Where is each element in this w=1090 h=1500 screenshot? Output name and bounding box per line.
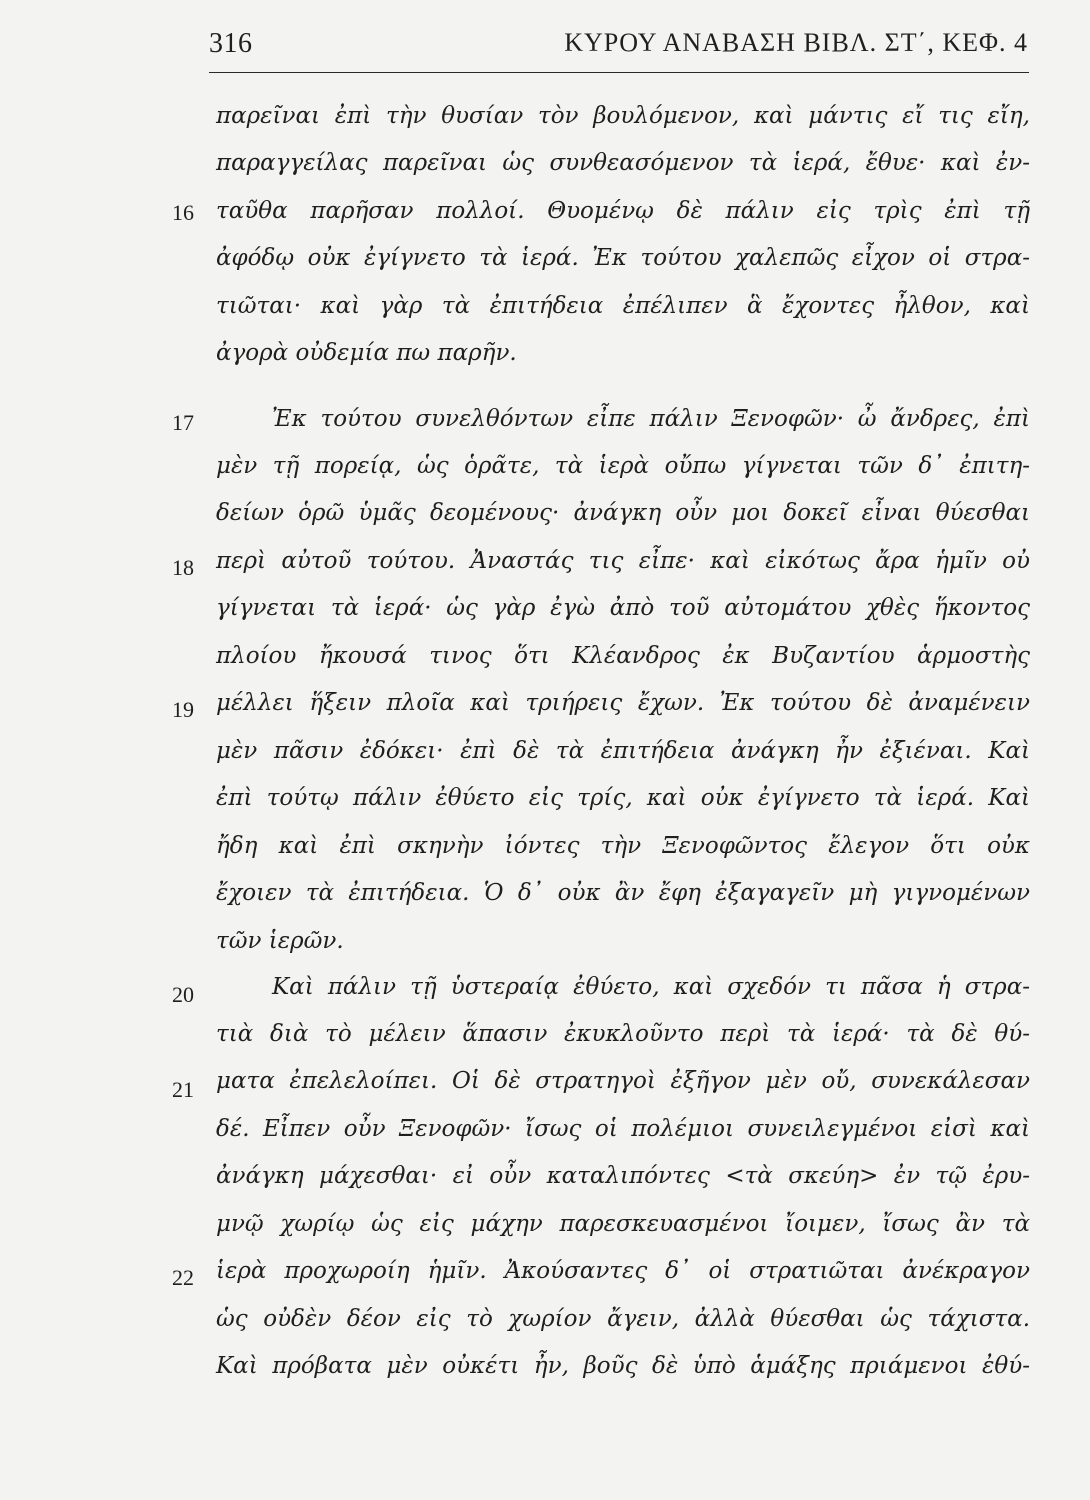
section-number: 16: [172, 200, 194, 225]
page-number: 316: [209, 28, 253, 59]
section-number: 22: [172, 1265, 194, 1290]
header-rule: [209, 72, 1029, 73]
text-line: περὶ αὐτοῦ τούτου. Ἀναστάς τις εἶπε· καὶ εἰκότως ἄρα ἡμῖν οὐ: [216, 548, 1030, 574]
text-line: παραγγείλας παρεῖναι ὡς συνθεασόμενον τὰ ἱερά, ἔθυε· καὶ ἐν-: [216, 150, 1030, 176]
text-line: ἀφόδῳ οὐκ ἐγίγνετο τὰ ἱερά. Ἐκ τούτου χαλεπῶς εἶχον οἱ στρα-: [216, 245, 1030, 271]
text-line: μνῷ χωρίῳ ὡς εἰς μάχην παρεσκευασμένοι ἴοιμεν, ἴσως ἂν τὰ: [216, 1211, 1030, 1237]
text-line: ἀνάγκη μάχεσθαι· εἰ οὖν καταλιπόντες <τὰ σκεύη> ἐν τῷ ἐρυ-: [216, 1163, 1030, 1189]
section-number: 20: [172, 982, 194, 1007]
text-line: ματα ἐπελελοίπει. Οἱ δὲ στρατηγοὶ ἐξῆγον μὲν οὔ, συνεκάλεσαν: [216, 1068, 1030, 1094]
text-line: ἔχοιεν τὰ ἐπιτήδεια. Ὁ δ᾽ οὐκ ἂν ἔφη ἐξαγαγεῖν μὴ γιγνομένων: [216, 880, 1030, 906]
text-line: ὡς οὐδὲν δέον εἰς τὸ χωρίον ἄγειν, ἀλλὰ θύεσθαι ὡς τάχιστα.: [216, 1306, 1030, 1332]
text-line: Καὶ πάλιν τῇ ὑστεραίᾳ ἐθύετο, καὶ σχεδόν τι πᾶσα ἡ στρα-: [272, 974, 1030, 1000]
text-line: Καὶ πρόβατα μὲν οὐκέτι ἦν, βοῦς δὲ ὑπὸ ἁμάξης πριάμενοι ἐθύ-: [216, 1353, 1030, 1379]
text-line: ἱερὰ προχωροίη ἡμῖν. Ἀκούσαντες δ᾽ οἱ στρατιῶται ἀνέκραγον: [216, 1258, 1030, 1284]
text-line: τιῶται· καὶ γὰρ τὰ ἐπιτήδεια ἐπέλιπεν ἃ ἔχοντες ἦλθον, καὶ: [216, 293, 1030, 319]
text-line: ἐπὶ τούτῳ πάλιν ἐθύετο εἰς τρίς, καὶ οὐκ ἐγίγνετο τὰ ἱερά. Καὶ: [216, 785, 1030, 811]
text-line: μὲν τῇ πορείᾳ, ὡς ὁρᾶτε, τὰ ἱερὰ οὔπω γίγνεται τῶν δ᾽ ἐπιτη-: [216, 453, 1030, 479]
text-line: τῶν ἱερῶν.: [216, 928, 344, 954]
text-line: δέ. Εἶπεν οὖν Ξενοφῶν· ἴσως οἱ πολέμιοι συνειλεγμένοι εἰσὶ καὶ: [216, 1116, 1030, 1142]
text-line: ἀγορὰ οὐδεμία πω παρῆν.: [216, 340, 517, 366]
text-line: γίγνεται τὰ ἱερά· ὡς γὰρ ἐγὼ ἀπὸ τοῦ αὐτομάτου χθὲς ἥκοντος: [216, 595, 1030, 621]
text-line: ταῦθα παρῆσαν πολλοί. Θυομένῳ δὲ πάλιν εἰς τρὶς ἐπὶ τῇ: [216, 198, 1030, 224]
text-line: δείων ὁρῶ ὑμᾶς δεομένους· ἀνάγκη οὖν μοι δοκεῖ εἶναι θύεσθαι: [216, 500, 1030, 526]
section-number: 17: [172, 410, 194, 435]
text-line: ἤδη καὶ ἐπὶ σκηνὴν ἰόντες τὴν Ξενοφῶντος ἔλεγον ὅτι οὐκ: [216, 833, 1030, 859]
section-number: 19: [172, 697, 194, 722]
section-number: 21: [172, 1077, 194, 1102]
text-line: πλοίου ἤκουσά τινος ὅτι Κλέανδρος ἐκ Βυζαντίου ἁρμοστὴς: [216, 643, 1030, 669]
section-number: 18: [172, 555, 194, 580]
running-head: ΚΥΡΟΥ ΑΝΑΒΑΣΗ ΒΙΒΛ. ΣΤ΄, ΚΕΦ. 4: [564, 28, 1028, 57]
text-line: Ἐκ τούτου συνελθόντων εἶπε πάλιν Ξενοφῶν· ὦ ἄνδρες, ἐπὶ: [272, 406, 1030, 432]
text-line: μὲν πᾶσιν ἐδόκει· ἐπὶ δὲ τὰ ἐπιτήδεια ἀνάγκη ἦν ἐξιέναι. Καὶ: [216, 738, 1030, 764]
text-line: παρεῖναι ἐπὶ τὴν θυσίαν τὸν βουλόμενον, καὶ μάντις εἴ τις εἴη,: [216, 103, 1030, 129]
text-line: τιὰ διὰ τὸ μέλειν ἅπασιν ἐκυκλοῦντο περὶ τὰ ἱερά· τὰ δὲ θύ-: [216, 1021, 1030, 1047]
text-line: μέλλει ἥξειν πλοῖα καὶ τριήρεις ἔχων. Ἐκ τούτου δὲ ἀναμένειν: [216, 690, 1030, 716]
